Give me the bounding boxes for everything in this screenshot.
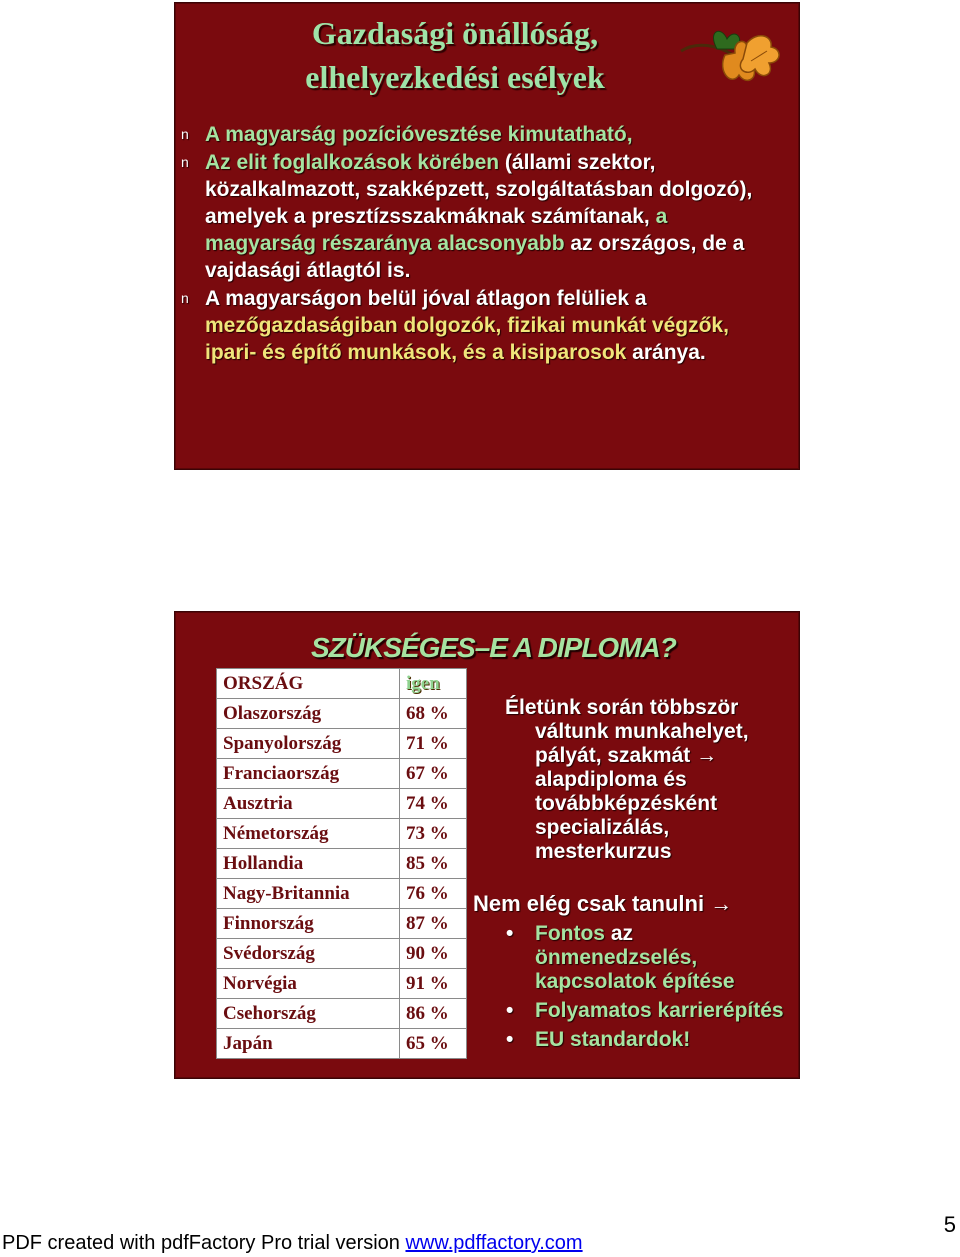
country-cell: Hollandia: [217, 849, 400, 879]
not-enough-heading: Nem elég csak tanulni →: [473, 891, 733, 916]
advice-item: [473, 1028, 793, 1052]
country-cell: Finnország: [217, 909, 400, 939]
career-line: Életünk során többször: [505, 696, 739, 719]
country-cell: Olaszország: [217, 699, 400, 729]
column-header-country: ORSZÁG: [217, 669, 400, 699]
page-number: 5: [943, 1212, 956, 1237]
career-line: alapdiploma és: [535, 768, 687, 791]
table-row: [217, 999, 467, 1029]
percent-cell: 68 %: [400, 699, 467, 729]
table-row: [217, 939, 467, 969]
percent-cell: 65 %: [400, 1029, 467, 1059]
career-line: mesterkurzus: [535, 840, 672, 863]
footer-link[interactable]: www.pdffactory.com: [405, 1232, 583, 1254]
table-row: [217, 759, 467, 789]
advice-text-highlight: Fontos: [535, 922, 605, 945]
footer-text: PDF created with pdfFactory Pro trial version: [2, 1232, 406, 1254]
advice-text-highlight: önmenedzselés, kapcsolatok építése: [535, 946, 735, 993]
bullet-list: [181, 121, 781, 367]
slide-title-line2: elhelyezkedési esélyek: [305, 59, 605, 95]
table-row: [217, 819, 467, 849]
bullet-text-highlight: a magyarság részaránya alacsonyabb: [205, 205, 668, 255]
country-cell: Norvégia: [217, 969, 400, 999]
percent-cell: 87 %: [400, 909, 467, 939]
autumn-leaves-icon: [677, 21, 787, 93]
bullet-dot: •: [506, 922, 514, 945]
percent-cell: 91 %: [400, 969, 467, 999]
percent-cell: 76 %: [400, 879, 467, 909]
percent-cell: 86 %: [400, 999, 467, 1029]
bullet-text-highlight: mezőgazdaságiban dolgozók, fizikai munkát végzők, ipari- és építő munkások, és a kisiparosok: [205, 314, 729, 364]
country-cell: Csehország: [217, 999, 400, 1029]
table-row: [217, 1029, 467, 1059]
bullet-item: [181, 285, 781, 366]
bullet-dot: •: [506, 1028, 514, 1051]
advice-item: [473, 999, 793, 1023]
pdf-footer: [2, 1232, 583, 1255]
advice-list: [473, 922, 793, 1052]
advice-text-highlight: EU standardok!: [535, 1028, 691, 1051]
table-row: [217, 909, 467, 939]
table-row: [217, 849, 467, 879]
career-text-block: [505, 696, 795, 864]
table-row: [217, 699, 467, 729]
table-header-row: [217, 669, 467, 699]
bullet-marker: n: [181, 290, 189, 306]
column-header-yes: igen: [400, 669, 467, 699]
country-cell: Spanyolország: [217, 729, 400, 759]
career-line: pályát, szakmát →: [535, 744, 718, 767]
career-line: váltunk munkahelyet,: [535, 720, 749, 743]
country-cell: Japán: [217, 1029, 400, 1059]
country-cell: Ausztria: [217, 789, 400, 819]
bullet-text-highlight: Az elit foglalkozások körében: [205, 151, 500, 174]
slide-title: SZÜKSÉGES–E A DIPLOMA?: [311, 632, 676, 663]
bullet-text: (állami szektor, közalkalmazott, szakképzett, szolgáltatásban dolgozó), amelyek a presztízsszakmáknak számítanak,: [205, 151, 753, 228]
slide-title-line1: Gazdasági önállóság,: [311, 15, 599, 51]
percent-cell: 73 %: [400, 819, 467, 849]
table-row: [217, 879, 467, 909]
bullet-dot: •: [506, 999, 514, 1022]
bullet-text: A magyarság pozícióvesztése kimutatható,: [205, 123, 633, 146]
bullet-marker: n: [181, 154, 189, 170]
advice-item: [473, 922, 793, 994]
country-cell: Nagy-Britannia: [217, 879, 400, 909]
bullet-item: [181, 121, 781, 148]
table-row: [217, 969, 467, 999]
advice-text: az: [604, 922, 633, 945]
table-row: [217, 729, 467, 759]
percent-cell: 90 %: [400, 939, 467, 969]
country-cell: Svédország: [217, 939, 400, 969]
bullet-text: aránya.: [626, 341, 706, 364]
bullet-marker: n: [181, 126, 189, 142]
bullet-text: A magyarságon belül jóval átlagon felüliek a: [205, 287, 647, 310]
percent-cell: 71 %: [400, 729, 467, 759]
not-enough-block: [473, 892, 793, 1057]
advice-text-highlight: Folyamatos karrierépítés: [535, 999, 784, 1022]
slide-diploma: [174, 611, 800, 1079]
career-line: specializálás,: [535, 816, 670, 839]
percent-cell: 67 %: [400, 759, 467, 789]
country-cell: Németország: [217, 819, 400, 849]
bullet-text: az országos, de a vajdasági átlagtól is.: [205, 232, 745, 282]
country-cell: Franciaország: [217, 759, 400, 789]
slide-economic-independence: [174, 2, 800, 470]
table-row: [217, 789, 467, 819]
diploma-table: [216, 668, 467, 1059]
career-line: továbbképzésként: [535, 792, 718, 815]
bullet-item: [181, 149, 781, 284]
percent-cell: 74 %: [400, 789, 467, 819]
percent-cell: 85 %: [400, 849, 467, 879]
